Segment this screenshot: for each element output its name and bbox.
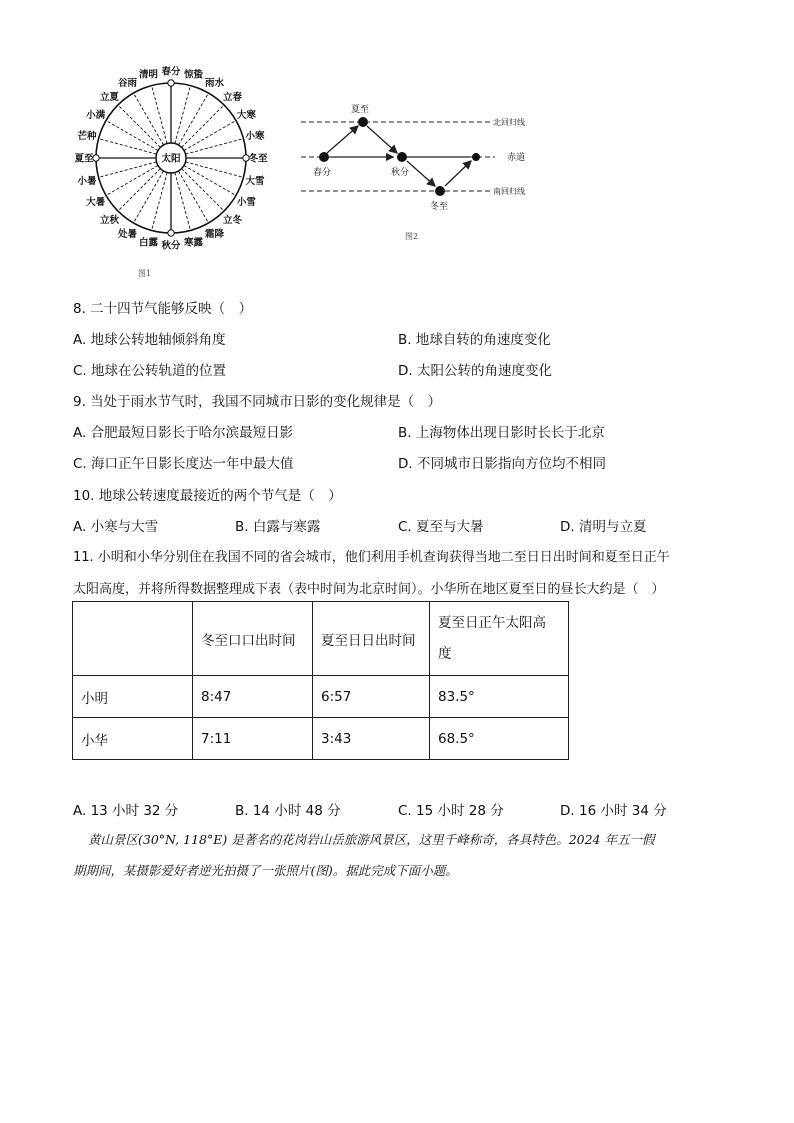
table-cell: 8:47: [193, 676, 313, 718]
table-cell: 83.5°: [430, 676, 569, 718]
key-term-dot: [168, 80, 174, 86]
q10-option-a: A. 小寒与大雪: [73, 519, 159, 535]
q9-option-a: A. 合肥最短日影长于哈尔滨最短日影: [73, 425, 294, 441]
solar-term-label: 霜降: [204, 228, 225, 240]
solar-term-label: 春分: [161, 66, 181, 78]
spoke-line: [134, 171, 164, 223]
table-header-cell: 冬至口口出时间: [193, 602, 313, 676]
passage-line2: 期期间，某摄影爱好者逆光拍摄了一张照片(图)。据此完成下面小题。: [73, 863, 458, 878]
label-autumn: 秋分: [391, 168, 410, 178]
spoke-line: [152, 86, 168, 144]
solar-term-label: 立夏: [99, 91, 119, 103]
q8-option-d: D. 太阳公转的角速度变化: [398, 363, 552, 379]
q8-option-c: C. 地球在公转轨道的位置: [73, 363, 227, 379]
solar-term-label: 雨水: [204, 78, 225, 90]
table-cell: 7:11: [193, 718, 313, 760]
spoke-line: [152, 172, 168, 230]
solar-term-label: 白露: [138, 237, 158, 249]
solar-term-label: 大雪: [245, 176, 265, 188]
q9-stem: 9. 当处于雨水节气时，我国不同城市日影的变化规律是（ ）: [73, 394, 442, 410]
spoke-line: [184, 121, 236, 151]
q11-stem-line1: 11. 小明和小华分别住在我国不同的省会城市，他们利用手机查询获得当地二至日日出时间和夏至日正午: [73, 550, 670, 565]
solar-term-label: 芒种: [77, 130, 97, 142]
table-header-cell: 夏至日日出时间: [313, 602, 430, 676]
label-north-tropic: 北回归线: [493, 118, 525, 127]
q11-option-b: B. 14 小时 48 分: [235, 803, 341, 819]
spoke-line: [134, 93, 164, 145]
solar-term-label: 寒露: [184, 237, 204, 249]
key-term-dot: [168, 230, 174, 236]
sun-label: 太阳: [161, 153, 181, 165]
spoke-line: [185, 162, 243, 178]
spoke-line: [179, 171, 209, 223]
table-cell: 小华: [73, 718, 193, 760]
winter-solstice-point: [435, 186, 445, 196]
key-term-dot: [93, 155, 99, 161]
spoke-line: [182, 169, 224, 211]
solar-term-label: 小暑: [77, 176, 97, 188]
solar-term-label: 夏至: [74, 153, 94, 165]
label-summer: 夏至: [351, 105, 370, 115]
q8-option-a: A. 地球公转地轴倾斜角度: [73, 332, 226, 348]
figure2-caption: 图2: [405, 232, 419, 241]
spoke-line: [182, 105, 224, 147]
solar-term-label: 小寒: [245, 130, 265, 142]
summer-solstice-point: [358, 117, 368, 127]
spoke-line: [175, 172, 191, 230]
solar-term-label: 清明: [138, 69, 158, 81]
solar-term-label: 立春: [223, 91, 243, 103]
solar-term-label: 惊蛰: [184, 69, 204, 81]
solar-term-label: 小雪: [236, 197, 256, 208]
label-winter: 冬至: [430, 202, 449, 212]
table-row: [73, 676, 569, 718]
spoke-line: [118, 169, 160, 211]
solar-term-label: 立冬: [223, 215, 243, 227]
q10-option-b: B. 白露与寒露: [235, 519, 321, 535]
table-row: [73, 718, 569, 760]
solar-term-label: 大暑: [86, 197, 106, 208]
label-south-tropic: 南回归线: [493, 187, 525, 196]
q10-stem: 10. 地球公转速度最接近的两个节气是（ ）: [73, 488, 342, 504]
figure1: [70, 64, 285, 276]
q11-option-d: D. 16 小时 34 分: [560, 803, 667, 819]
table-header-cell: 夏至日正午太阳高 度: [430, 602, 569, 676]
spoke-line: [99, 162, 157, 178]
table-header-cell: [73, 602, 193, 676]
label-spring: 春分: [313, 168, 332, 178]
q9-option-b: B. 上海物体出现日影时长长于北京: [398, 425, 605, 441]
solar-term-label: 立秋: [99, 215, 119, 227]
q11-stem-line2: 太阳高度，并将所得数据整理成下表（表中时间为北京时间）。小华所在地区夏至日的昼长大约是（ ）: [73, 582, 665, 597]
end-point: [472, 153, 480, 161]
solar-terms-wheel: [70, 64, 285, 264]
q9-option-c: C. 海口正午日影长度达一年中最大值: [73, 456, 294, 472]
spoke-line: [175, 86, 191, 144]
spoke-line: [118, 105, 160, 147]
spoke-line: [99, 139, 157, 155]
q11-option-a: A. 13 小时 32 分: [73, 803, 179, 819]
spoke-line: [184, 166, 236, 196]
solar-term-label: 小满: [86, 110, 106, 121]
label-equator: 赤道: [507, 153, 526, 163]
spoke-line: [179, 93, 209, 145]
q8-option-b: B. 地球自转的角速度变化: [398, 332, 551, 348]
table-cell: 68.5°: [430, 718, 569, 760]
direct-sunlight-diagram: [295, 95, 545, 230]
table-header-row: [73, 602, 569, 676]
table-cell: 3:43: [313, 718, 430, 760]
solar-term-label: 处暑: [117, 228, 138, 240]
figure2: [295, 95, 545, 245]
table-cell: 小明: [73, 676, 193, 718]
spoke-line: [106, 121, 158, 151]
q10-option-c: C. 夏至与大暑: [398, 519, 484, 535]
table-cell: 6:57: [313, 676, 430, 718]
q8-stem: 8. 二十四节气能够反映（ ）: [73, 301, 253, 317]
passage-line1: 黄山景区(30°N, 118°E) 是著名的花岗岩山岳旅游风景区，这里千峰称奇，各具特色。2024 年五一假: [88, 832, 655, 847]
spoke-line: [106, 166, 158, 196]
solar-term-label: 秋分: [161, 240, 181, 252]
q10-option-d: D. 清明与立夏: [560, 519, 647, 535]
spring-equinox-point: [319, 152, 329, 162]
autumn-equinox-point: [397, 152, 407, 162]
figure1-caption: 图1: [138, 269, 152, 278]
solar-term-label: 谷雨: [117, 78, 138, 90]
q9-option-d: D. 不同城市日影指向方位均不相同: [398, 456, 606, 472]
solar-term-label: 冬至: [248, 153, 268, 165]
sunrise-data-table: [72, 601, 569, 760]
spoke-line: [185, 139, 243, 155]
solar-term-label: 大寒: [236, 110, 256, 121]
q11-option-c: C. 15 小时 28 分: [398, 803, 504, 819]
